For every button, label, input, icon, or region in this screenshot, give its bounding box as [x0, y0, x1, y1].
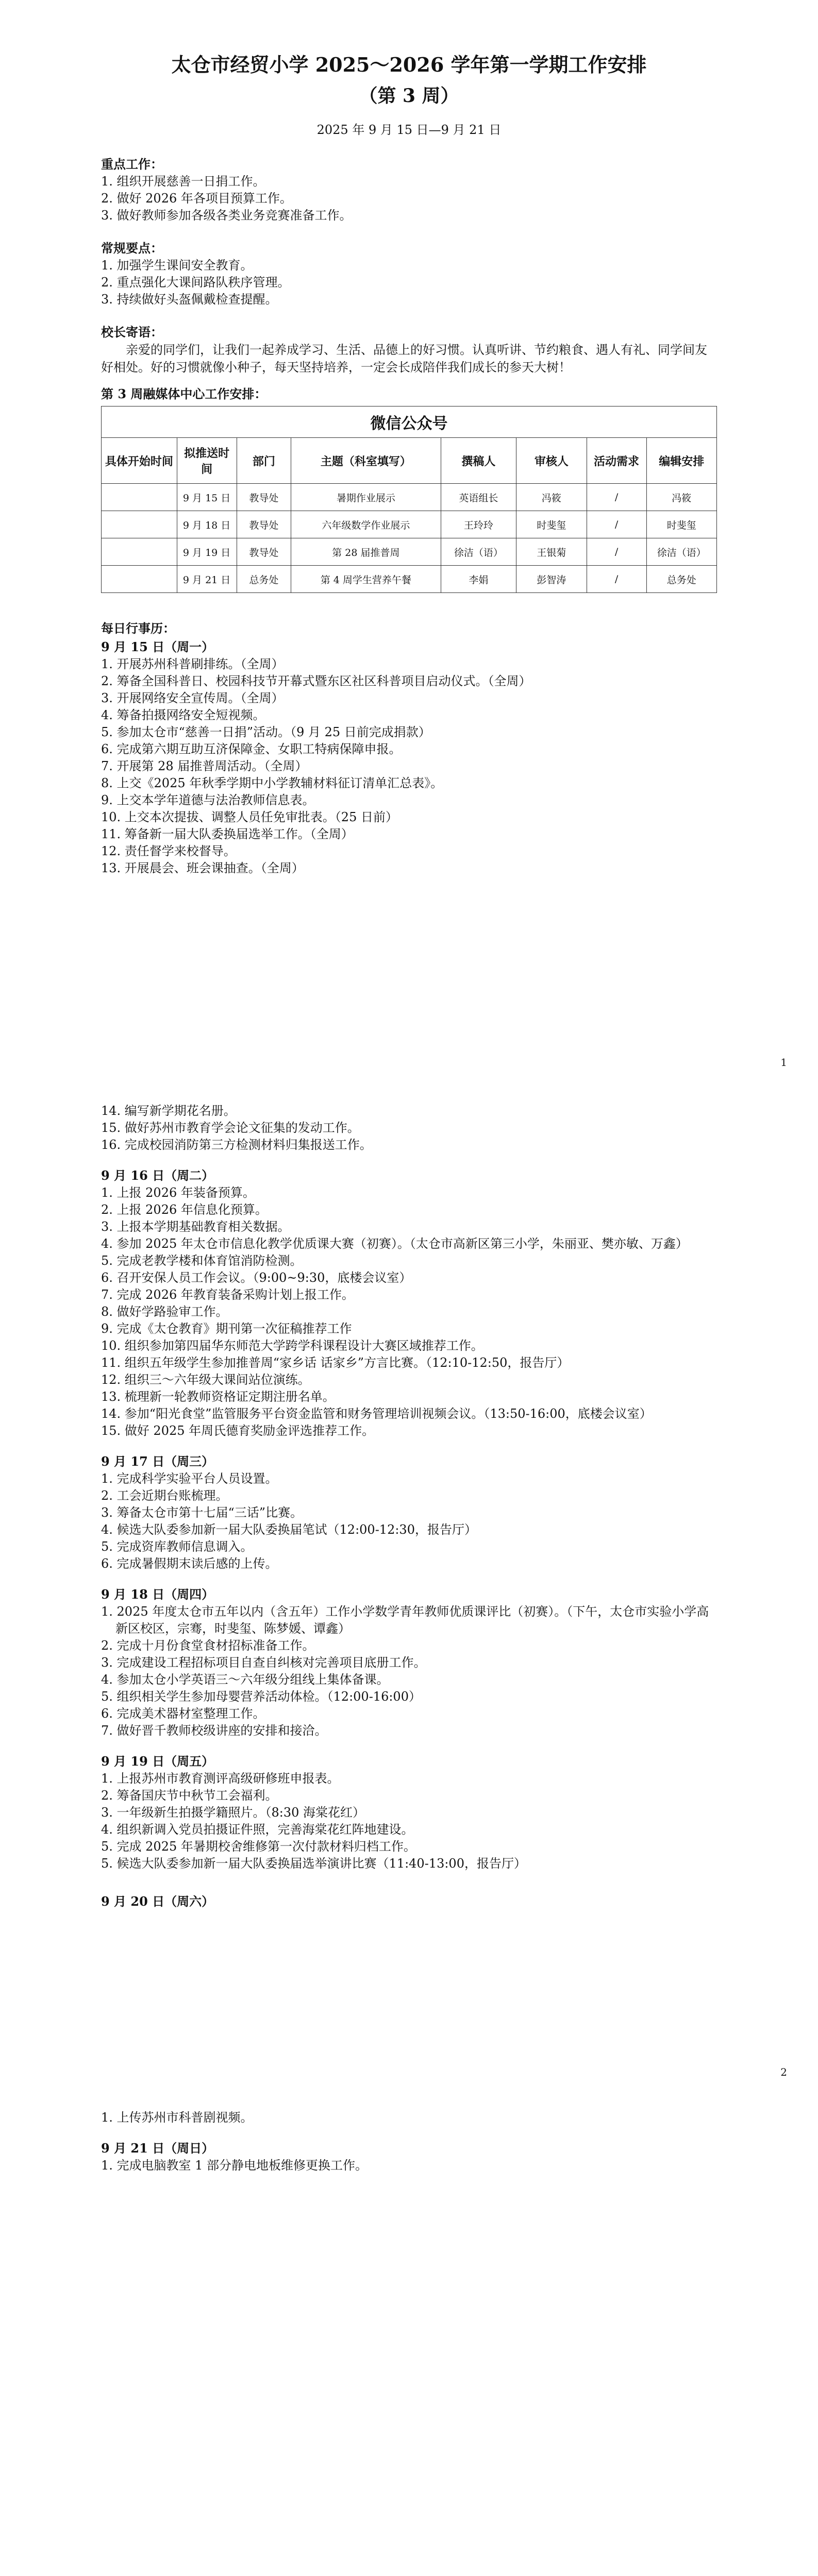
list-item: 1. 上报 2026 年装备预算。 [101, 1185, 255, 1200]
table-cell: 六年级数学作业展示 [291, 511, 441, 538]
list-item: 10. 组织参加第四届华东师范大学跨学科课程设计大赛区域推荐工作。 [101, 1338, 483, 1353]
table-cell: 王玲玲 [441, 511, 516, 538]
list-item: 2. 上报 2026 年信息化预算。 [101, 1202, 268, 1217]
tuesday-list [101, 1184, 717, 1439]
list-item: 5. 完成 2025 年暑期校舍维修第一次付款材料归档工作。 [101, 1839, 416, 1854]
list-item: 1. 2025 年度太仓市五年以内（含五年）工作小学数学青年教师优质课评比（初赛）。（下午，太仓市实验小学高新区校区，宗骞，时斐玺、陈梦媛、谭鑫） [101, 1604, 709, 1636]
list-item: 3. 完成建设工程招标项目自查自纠核对完善项目底册工作。 [101, 1655, 426, 1670]
table-cell: 总务处 [646, 566, 717, 593]
list-item: 7. 完成 2026 年教育装备采购计划上报工作。 [101, 1287, 354, 1302]
list-item: 4. 候选大队委参加新一届大队委换届笔试（12:00-12:30，报告厅） [101, 1522, 477, 1537]
column-header: 撰稿人 [441, 438, 516, 484]
column-header: 主题（科室填写） [291, 438, 441, 484]
column-header: 编辑安排 [646, 438, 717, 484]
list-item: 13. 梳理新一轮教师资格证定期注册名单。 [101, 1389, 335, 1404]
page-2 [0, 1097, 818, 2092]
sunday-list [101, 2157, 717, 2174]
focus-list [101, 173, 717, 224]
list-item: 3. 筹备太仓市第十七届“三话”比赛。 [101, 1505, 303, 1520]
list-item: 2. 筹备全国科普日、校园科技节开幕式暨东区社区科普项目启动仪式。（全周） [101, 674, 531, 688]
calendar-heading: 每日行事历： [101, 621, 175, 636]
media-table-title: 微信公众号 [102, 406, 717, 438]
list-item: 5. 完成老教学楼和体育馆消防检测。 [101, 1253, 303, 1268]
routine-item: 1. 加强学生课间安全教育。 [101, 258, 253, 273]
table-cell: 徐洁（语） [646, 538, 717, 566]
table-cell: 9 月 21 日 [177, 566, 237, 593]
list-item: 4. 参加 2025 年太仓市信息化教学优质课大赛（初赛）。（太仓市高新区第三小学，朱丽亚、樊亦敏、万鑫） [101, 1236, 688, 1251]
list-item: 6. 完成暑假期末读后感的上传。 [101, 1556, 278, 1571]
monday-list-continued [101, 1103, 717, 1154]
routine-item: 3. 持续做好头盔佩戴检查提醒。 [101, 292, 278, 307]
page-3-content [101, 2109, 717, 2174]
list-item: 4. 组织新调入党员拍摄证件照，完善海棠花红阵地建设。 [101, 1822, 414, 1837]
list-item: 2. 完成十月份食堂食材招标准备工作。 [101, 1638, 315, 1653]
list-item: 16. 完成校园消防第三方检测材料归集报送工作。 [101, 1138, 372, 1152]
column-header: 审核人 [516, 438, 587, 484]
table-cell: 总务处 [237, 566, 291, 593]
table-cell: 徐洁（语） [441, 538, 516, 566]
list-item: 1. 完成科学实验平台人员设置。 [101, 1471, 278, 1486]
page-2-content [101, 1103, 717, 1910]
table-cell [102, 538, 177, 566]
list-item: 1. 上传苏州市科普剧视频。 [101, 2110, 253, 2125]
week-label: （第 3 周） [359, 85, 459, 107]
table-cell: / [587, 511, 646, 538]
table-cell: / [587, 538, 646, 566]
page-number: 2 [780, 2066, 787, 2078]
table-cell: 英语组长 [441, 484, 516, 511]
friday-list [101, 1770, 717, 1872]
column-header: 部门 [237, 438, 291, 484]
list-item: 11. 组织五年级学生参加推普周“家乡话 话家乡”方言比赛。（12:10-12:50，报告厅） [101, 1355, 570, 1370]
day-title-sunday: 9 月 21 日（周日） [101, 2141, 214, 2156]
focus-heading: 重点工作： [101, 157, 163, 172]
list-item: 1. 完成电脑教室 1 部分静电地板维修更换工作。 [101, 2158, 368, 2173]
saturday-list [101, 2109, 717, 2126]
list-item: 2. 筹备国庆节中秋节工会福利。 [101, 1788, 278, 1803]
list-item: 9. 上交本学年道德与法治教师信息表。 [101, 793, 315, 807]
day-title-tuesday: 9 月 16 日（周二） [101, 1168, 214, 1183]
list-item: 3. 上报本学期基础教育相关数据。 [101, 1219, 290, 1234]
list-item: 8. 做好学路验审工作。 [101, 1304, 228, 1319]
table-cell: 教导处 [237, 511, 291, 538]
routine-list [101, 257, 717, 308]
list-item: 9. 完成《太仓教育》期刊第一次征稿推荐工作 [101, 1321, 352, 1336]
list-item: 5. 候选大队委参加新一届大队委换届选举演讲比赛（11:40-13:00，报告厅） [101, 1856, 526, 1871]
list-item: 12. 责任督学来校督导。 [101, 844, 236, 858]
list-item: 5. 参加太仓市“慈善一日捐”活动。（9 月 25 日前完成捐款） [101, 725, 431, 739]
principal-heading: 校长寄语： [101, 325, 163, 340]
table-cell: 李娟 [441, 566, 516, 593]
list-item: 4. 筹备拍摄网络安全短视频。 [101, 708, 265, 722]
list-item: 14. 参加“阳光食堂”监管服务平台资金监管和财务管理培训视频会议。（13:50-16:00，底楼会议室） [101, 1406, 652, 1421]
list-item: 13. 开展晨会、班会课抽查。（全周） [101, 861, 304, 875]
page-3 [0, 2092, 818, 2576]
table-cell: 教导处 [237, 484, 291, 511]
day-title-monday: 9 月 15 日（周一） [101, 639, 214, 654]
page-number: 1 [780, 1056, 787, 1069]
media-table-header [102, 438, 717, 484]
list-item: 5. 组织相关学生参加母婴营养活动体检。（12:00-16:00） [101, 1689, 421, 1704]
table-cell: / [587, 566, 646, 593]
column-header: 活动需求 [587, 438, 646, 484]
routine-item: 2. 重点强化大课间路队秩序管理。 [101, 275, 290, 290]
day-title-friday: 9 月 19 日（周五） [101, 1754, 214, 1769]
table-cell: 第 28 届推普周 [291, 538, 441, 566]
media-table [101, 406, 717, 593]
list-item: 4. 参加太仓小学英语三～六年级分组线上集体备课。 [101, 1672, 389, 1687]
table-row [102, 484, 717, 511]
thursday-list [101, 1603, 717, 1739]
table-cell [102, 566, 177, 593]
table-cell: 时斐玺 [516, 511, 587, 538]
list-item: 6. 召开安保人员工作会议。（9:00~9:30，底楼会议室） [101, 1270, 412, 1285]
list-item: 7. 开展第 28 届推普周活动。（全周） [101, 759, 308, 773]
table-cell: 第 4 周学生营养午餐 [291, 566, 441, 593]
column-header: 拟推送时间 [177, 438, 237, 484]
document-title: 太仓市经贸小学 2025～2026 学年第一学期工作安排 [171, 53, 647, 76]
routine-heading: 常规要点： [101, 241, 163, 256]
table-cell: 9 月 19 日 [177, 538, 237, 566]
list-item: 3. 开展网络安全宣传周。（全周） [101, 691, 284, 705]
page-1 [0, 0, 818, 1097]
list-item: 15. 做好 2025 年周氏德育奖励金评选推荐工作。 [101, 1423, 375, 1438]
table-cell: 教导处 [237, 538, 291, 566]
day-title-saturday: 9 月 20 日（周六） [101, 1894, 214, 1909]
table-cell: 9 月 15 日 [177, 484, 237, 511]
wednesday-list [101, 1470, 717, 1572]
page-1-content [101, 49, 717, 877]
media-heading: 第 3 周融媒体中心工作安排： [101, 386, 267, 401]
list-item: 3. 一年级新生拍摄学籍照片。（8:30 海棠花红） [101, 1805, 365, 1820]
table-cell: 冯筱 [516, 484, 587, 511]
list-item: 1. 上报苏州市教育测评高级研修班申报表。 [101, 1771, 340, 1786]
list-item: 12. 组织三～六年级大课间站位演练。 [101, 1372, 310, 1387]
focus-item: 3. 做好教师参加各级各类业务竞赛准备工作。 [101, 208, 352, 223]
list-item: 7. 做好晋千教师校级讲座的安排和接洽。 [101, 1723, 327, 1738]
table-cell: 暑期作业展示 [291, 484, 441, 511]
list-item: 14. 编写新学期花名册。 [101, 1104, 236, 1118]
list-item: 6. 完成美术器材室整理工作。 [101, 1706, 265, 1721]
date-range: 2025 年 9 月 15 日—9 月 21 日 [316, 123, 502, 137]
monday-list [101, 656, 717, 877]
list-item: 6. 完成第六期互助互济保障金、女职工特病保障申报。 [101, 742, 402, 756]
list-item: 10. 上交本次提拔、调整人员任免审批表。（25 日前） [101, 810, 398, 824]
day-title-thursday: 9 月 18 日（周四） [101, 1587, 214, 1602]
principal-message: 亲爱的同学们，让我们一起养成学习、生活、品德上的好习惯。认真听讲、节约粮食、遇人有礼、同学间友好相处。好的习惯就像小种子，每天坚持培养，一定会长成陪伴我们成长的参天大树！ [101, 343, 707, 375]
list-item: 11. 筹备新一届大队委换届选举工作。（全周） [101, 827, 354, 841]
table-cell [102, 511, 177, 538]
table-cell: 彭智涛 [516, 566, 587, 593]
table-cell: 时斐玺 [646, 511, 717, 538]
list-item: 15. 做好苏州市教育学会论文征集的发动工作。 [101, 1121, 360, 1135]
focus-item: 1. 组织开展慈善一日捐工作。 [101, 174, 265, 189]
day-title-wednesday: 9 月 17 日（周三） [101, 1454, 214, 1469]
table-cell: / [587, 484, 646, 511]
table-row [102, 538, 717, 566]
focus-item: 2. 做好 2026 年各项目预算工作。 [101, 191, 292, 206]
table-row [102, 566, 717, 593]
table-row [102, 511, 717, 538]
table-cell: 王银菊 [516, 538, 587, 566]
list-item: 8. 上交《2025 年秋季学期中小学教辅材料征订清单汇总表》。 [101, 776, 443, 790]
list-item: 1. 开展苏州科普刷排练。（全周） [101, 657, 284, 671]
table-cell: 冯筱 [646, 484, 717, 511]
table-cell [102, 484, 177, 511]
table-cell: 9 月 18 日 [177, 511, 237, 538]
list-item: 5. 完成资库教师信息调入。 [101, 1539, 253, 1554]
list-item: 2. 工会近期台账梳理。 [101, 1488, 228, 1503]
column-header: 具体开始时间 [102, 438, 177, 484]
